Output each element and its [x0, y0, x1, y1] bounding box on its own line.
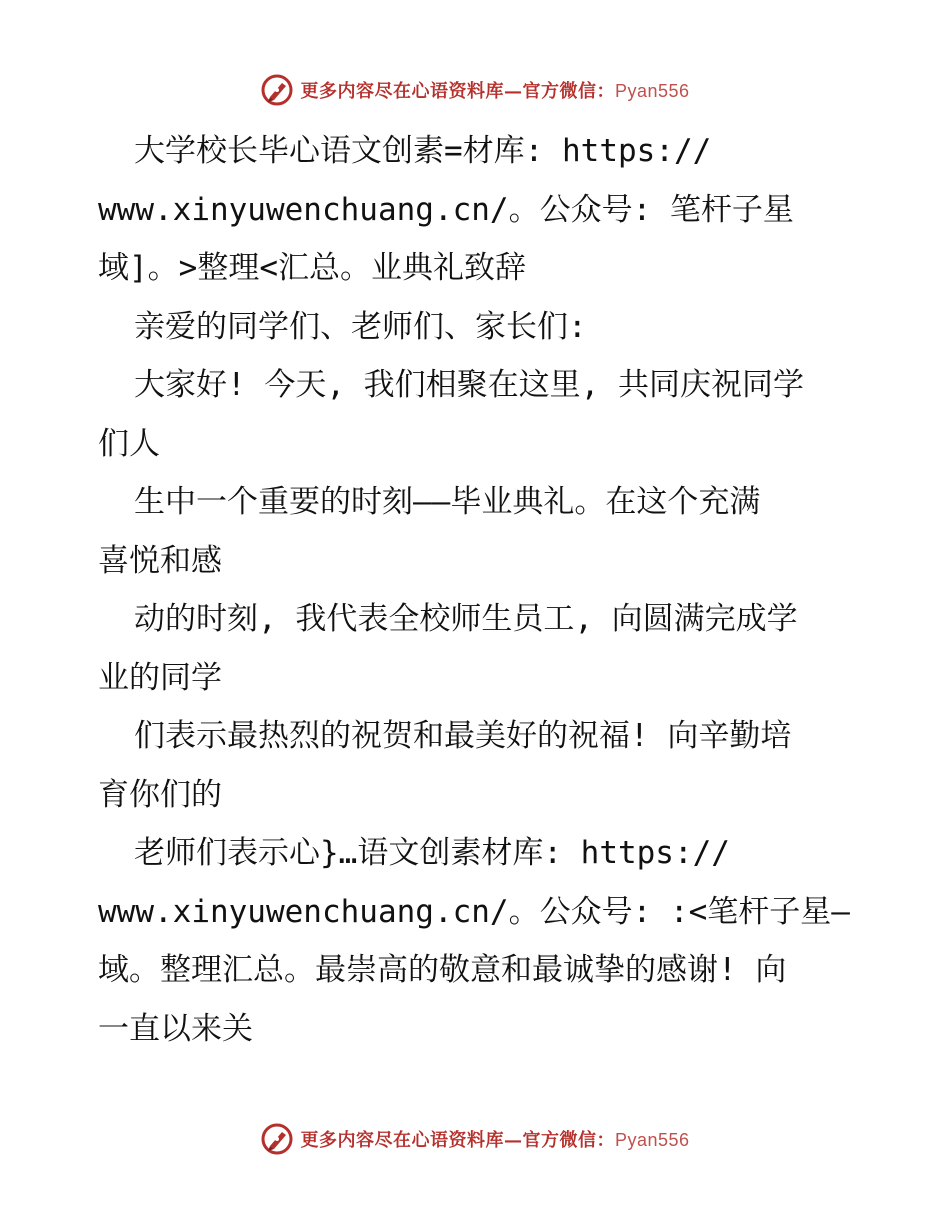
body-line: 大家好! 今天, 我们相聚在这里, 共同庆祝同学	[134, 367, 804, 403]
body-line: 域]。>整理<汇总。业典礼致辞	[98, 250, 526, 286]
body-line: 们人	[98, 425, 160, 462]
footer-banner	[0, 1119, 950, 1159]
body-line: 动的时刻, 我代表全校师生员工, 向圆满完成学	[134, 601, 798, 637]
footer-banner-text: 更多内容尽在心语资料库—官方微信：Pyan556	[300, 1130, 690, 1151]
header-banner-text: 更多内容尽在心语资料库—官方微信：Pyan556	[300, 81, 690, 102]
body-line: 亲爱的同学们、老师们、家长们:	[134, 308, 587, 345]
document-body	[98, 122, 858, 1058]
body-line: 一直以来关	[98, 1010, 253, 1047]
body-line: 老师们表示心}…语文创素材库: https://	[134, 835, 730, 871]
logo-pen-icon	[260, 73, 294, 107]
body-line: 域。整理汇总。最崇高的敬意和最诚挚的感谢! 向	[98, 952, 787, 988]
body-line: 生中一个重要的时刻——毕业典礼。在这个充满	[134, 484, 761, 520]
body-line: 育你们的	[98, 776, 222, 813]
body-line: www.xinyuwenchuang.cn/。公众号: 笔杆子星	[98, 191, 794, 228]
body-line: 大学校长毕心语文创素=材库: https://	[134, 133, 712, 169]
header-banner	[0, 70, 950, 110]
body-line: 业的同学	[98, 659, 222, 696]
body-line: 喜悦和感	[98, 542, 222, 579]
body-line: www.xinyuwenchuang.cn/。公众号: :<笔杆子星—	[98, 893, 850, 930]
body-line: 们表示最热烈的祝贺和最美好的祝福! 向辛勤培	[134, 718, 792, 754]
logo-pen-icon	[260, 1122, 294, 1156]
